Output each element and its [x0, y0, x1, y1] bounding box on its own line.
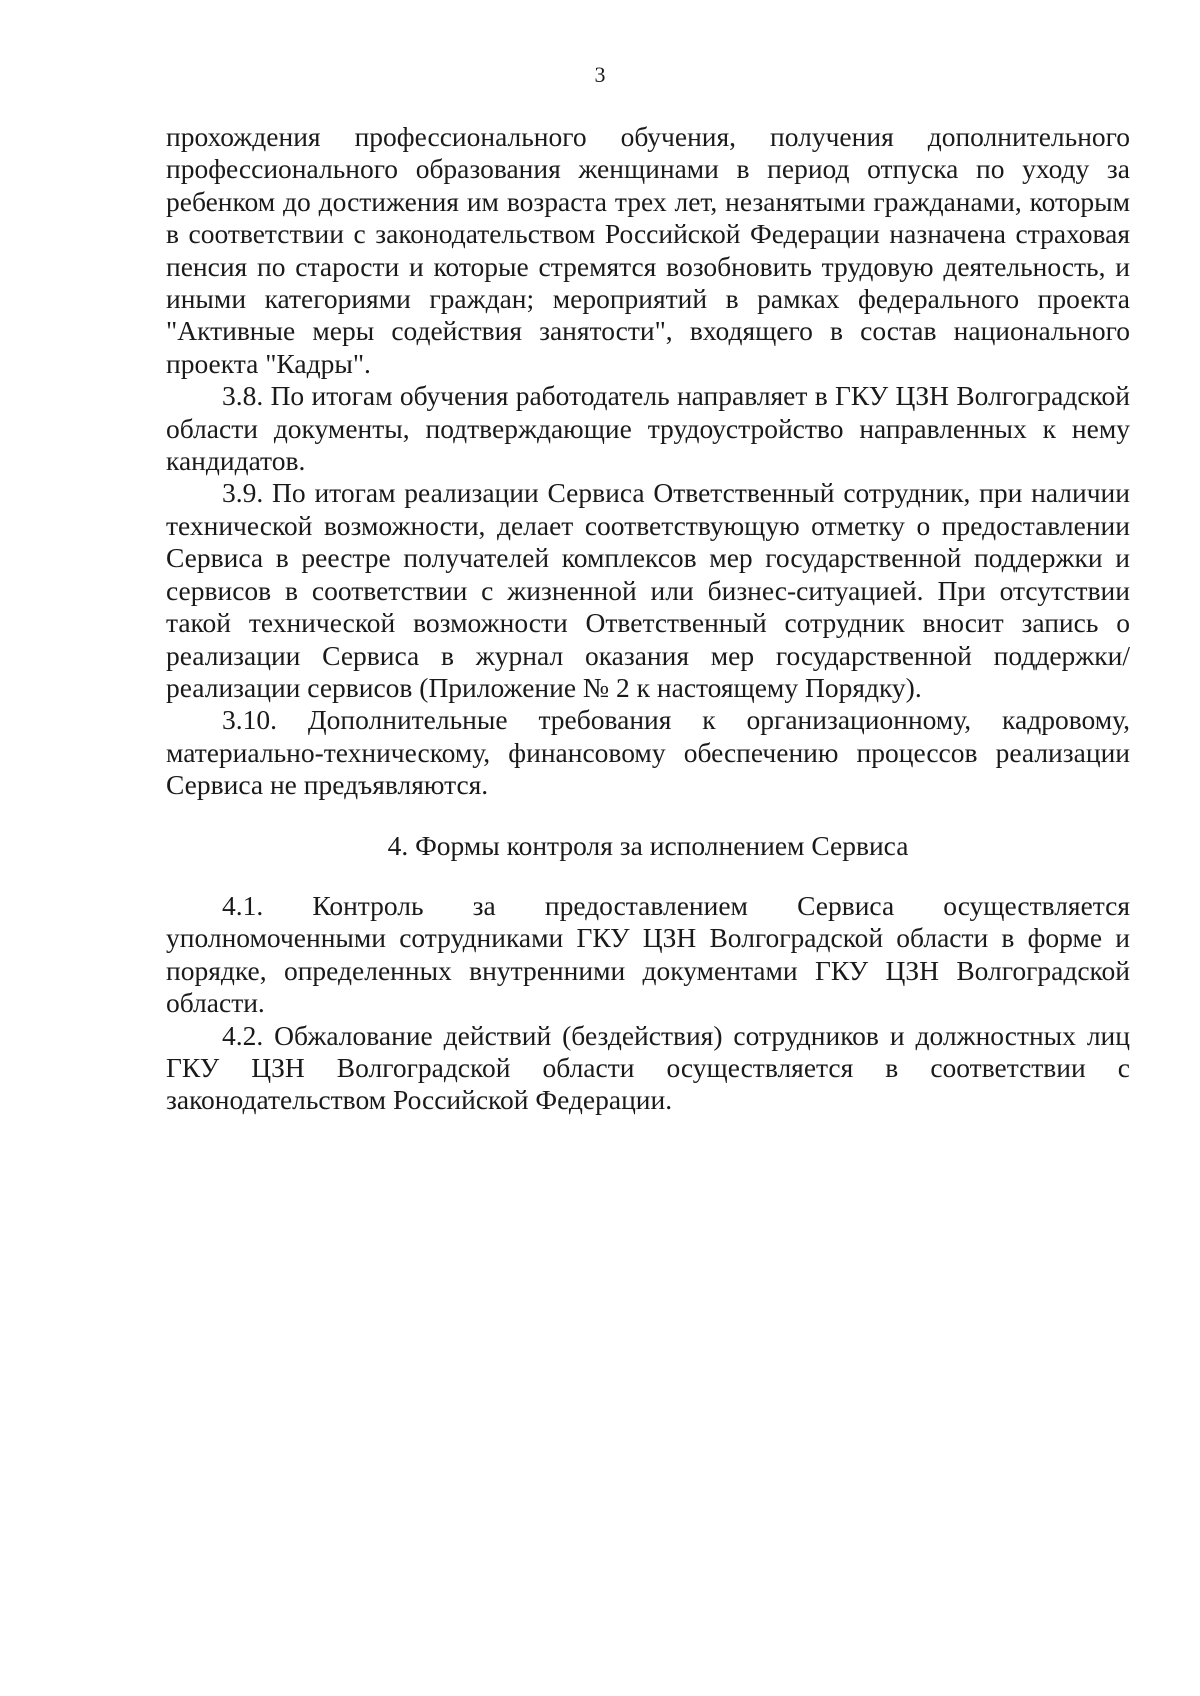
page-number: 3 [594, 62, 606, 87]
paragraph-continuation: прохождения профессионального обучения, получения дополнительного профессионального образования женщинами в период отпуска по уходу за ребенком до достижения им возраста трех лет, незанятыми гражданами, которым в соответствии с законодательством Российской Федерации назначена страховая пенсия по старости и которые стремятся возобновить трудовую деятельность, и иными категориями граждан; мероприятий в рамках федерального проекта "Активные меры содействия занятости", входящего в состав национального проекта "Кадры". [166, 121, 1130, 379]
section-4-heading: 4. Формы контроля за исполнением Сервиса [387, 829, 909, 861]
paragraph-3-9: 3.9. По итогам реализации Сервиса Ответственный сотрудник, при наличии технической возможности, делает соответствующую отметку о предоставлении Сервиса в реестре получателей комплексов мер государственной поддержки и сервисов в соответствии с жизненной или бизнес-ситуацией. При отсутствии такой технической возможности Ответственный сотрудник вносит запись о реализации Сервиса в журнал оказания мер государственной поддержки/реализации сервисов (Приложение № 2 к настоящему Порядку). [166, 477, 1130, 703]
paragraph-3-8: 3.8. По итогам обучения работодатель направляет в ГКУ ЦЗН Волгоградской области документы, подтверждающие трудоустройство направленных к нему кандидатов. [166, 380, 1130, 477]
paragraph-4-1: 4.1. Контроль за предоставлением Сервиса осуществляется уполномоченными сотрудниками ГКУ ЦЗН Волгоградской области в форме и порядке, определенных внутренними документами ГКУ ЦЗН Волгоградской области. [166, 889, 1130, 1019]
paragraph-4-2: 4.2. Обжалование действий (бездействия) сотрудников и должностных лиц ГКУ ЦЗН Волгоградской области осуществляется в соответствии с законодательством Российской Федерации. [166, 1019, 1130, 1116]
paragraph-3-10: 3.10. Дополнительные требования к организационному, кадровому, материально-техническому, финансовому обеспечению процессов реализации Сервиса не предъявляются. [166, 704, 1130, 801]
document-body [166, 121, 1130, 1117]
